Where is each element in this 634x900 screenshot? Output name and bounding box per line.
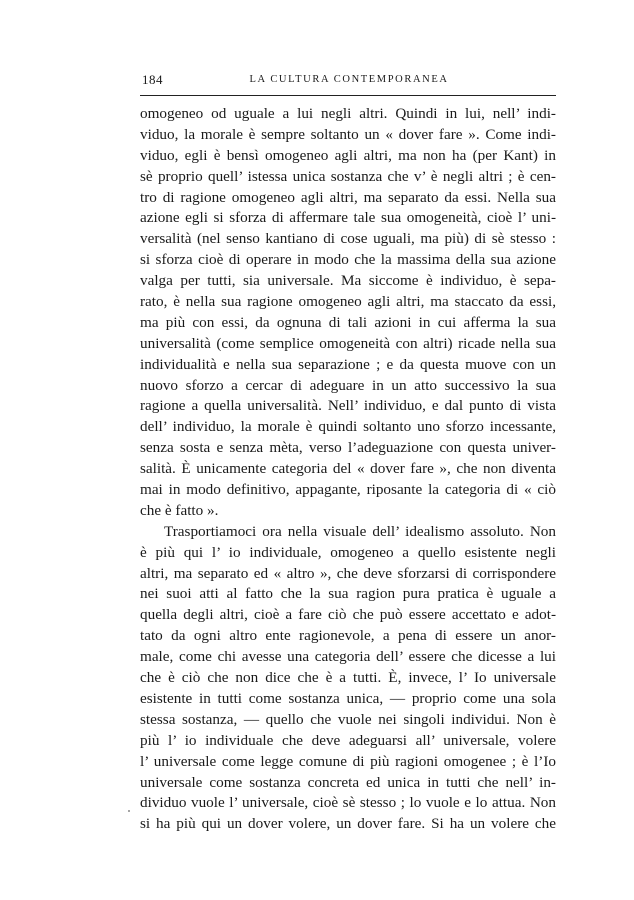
text-line: nei suoi atti al fatto che la sua ragion pura pratica è uguale a [140,585,556,603]
text-line: rato, è nella sua ragione omogeneo agli altri, ma staccato da essi, [140,293,556,311]
text-line: tro di ragione omogeneo agli altri, ma separato da essi. Nella sua [140,188,556,206]
text-line: Trasportiamoci ora nella visuale dell’ idealismo assoluto. Non [164,522,556,540]
text-line: male, come chi avesse una categoria dell’ essere che dicesse a lui [140,648,556,666]
text-line: che è fatto ». [140,501,219,519]
running-title: LA CULTURA CONTEMPORANEA [249,74,449,85]
text-line: valga per tutti, sia universale. Ma siccome è individuo, è sepa- [140,272,556,290]
text-line: si ha più qui un dover volere, un dover fare. Si ha un volere che [140,815,556,833]
text-line: azione egli si sforza di affermare tale sua omogeneità, cioè l’ uni- [140,209,556,227]
text-line: individualità e nella sua separazione ; e da questa muove con un [140,355,556,373]
text-line: dell’ individuo, la morale è quindi soltanto uno sforzo incessante, [140,418,556,436]
text-line: universale come sostanza concreta ed unica in tutti che nell’ in- [140,773,556,791]
text-line: sè proprio quell’ istessa unica sostanza che v’ è negli altri ; è cen- [140,167,556,185]
text-line: l’ universale come legge comune di più ragioni omogenee ; è l’Io [140,752,556,770]
text-line: ma più con essi, da ognuna di tali azioni in cui afferma la sua [140,313,556,331]
text-line: nuovo sforzo a cercar di adeguare in un atto successivo la sua [140,376,556,394]
text-line: quella degli altri, cioè a fare ciò che può essere accettato e adot- [140,606,556,624]
running-header [142,72,556,90]
text-line: mai in modo definitivo, appagante, riposante la categoria di « ciò [140,481,556,499]
body-text [140,104,556,835]
text-line: universalità (come semplice omogeneità con altri) ricade nella sua [140,334,556,352]
page-number: 184 [142,72,163,87]
text-line: versalità (nel senso kantiano di cose uguali, ma più) di sè stesso : [140,230,556,248]
text-line: stessa sostanza, — quello che vuole nei singoli individui. Non è [140,710,556,728]
text-line: omogeneo od uguale a lui negli altri. Quindi in lui, nell’ indi- [140,105,556,122]
text-line: dividuo vuole l’ universale, cioè sè stesso ; lo vuole e lo attua. Non [140,794,556,812]
text-line: è più qui l’ io individuale, omogeneo a quello esistente negli [140,543,556,561]
text-line: più l’ io individuale che deve adeguarsi all’ universale, volere [140,731,556,749]
text-line: altri, ma separato ed « altro », che deve sforzarsi di corrispondere [140,564,556,582]
scan-speck [128,810,130,812]
text-line: che è ciò che non dice che è a tutti. È, invece, l’ Io universale [140,669,556,687]
text-line: viduo, egli è bensì omogeneo agli altri, ma non ha (per Kant) in [140,146,556,164]
text-line: si sforza cioè di operare in modo che la massima della sua azione [140,251,556,269]
text-line: tato da ogni altro ente ragionevole, a pena di essere un anor- [140,627,556,645]
header-rule [140,95,556,96]
text-line: senza sosta e senza mèta, verso l’adeguazione con questa univer- [140,439,556,457]
text-line: esistente in tutti come sostanza unica, — proprio come una sola [140,689,556,707]
text-line: ragione a quella universalità. Nell’ individuo, e dal punto di vista [140,397,556,415]
text-line: viduo, la morale è sempre soltanto un « dover fare ». Come indi- [140,125,556,143]
text-line: salità. È unicamente categoria del « dover fare », che non diventa [140,460,556,478]
